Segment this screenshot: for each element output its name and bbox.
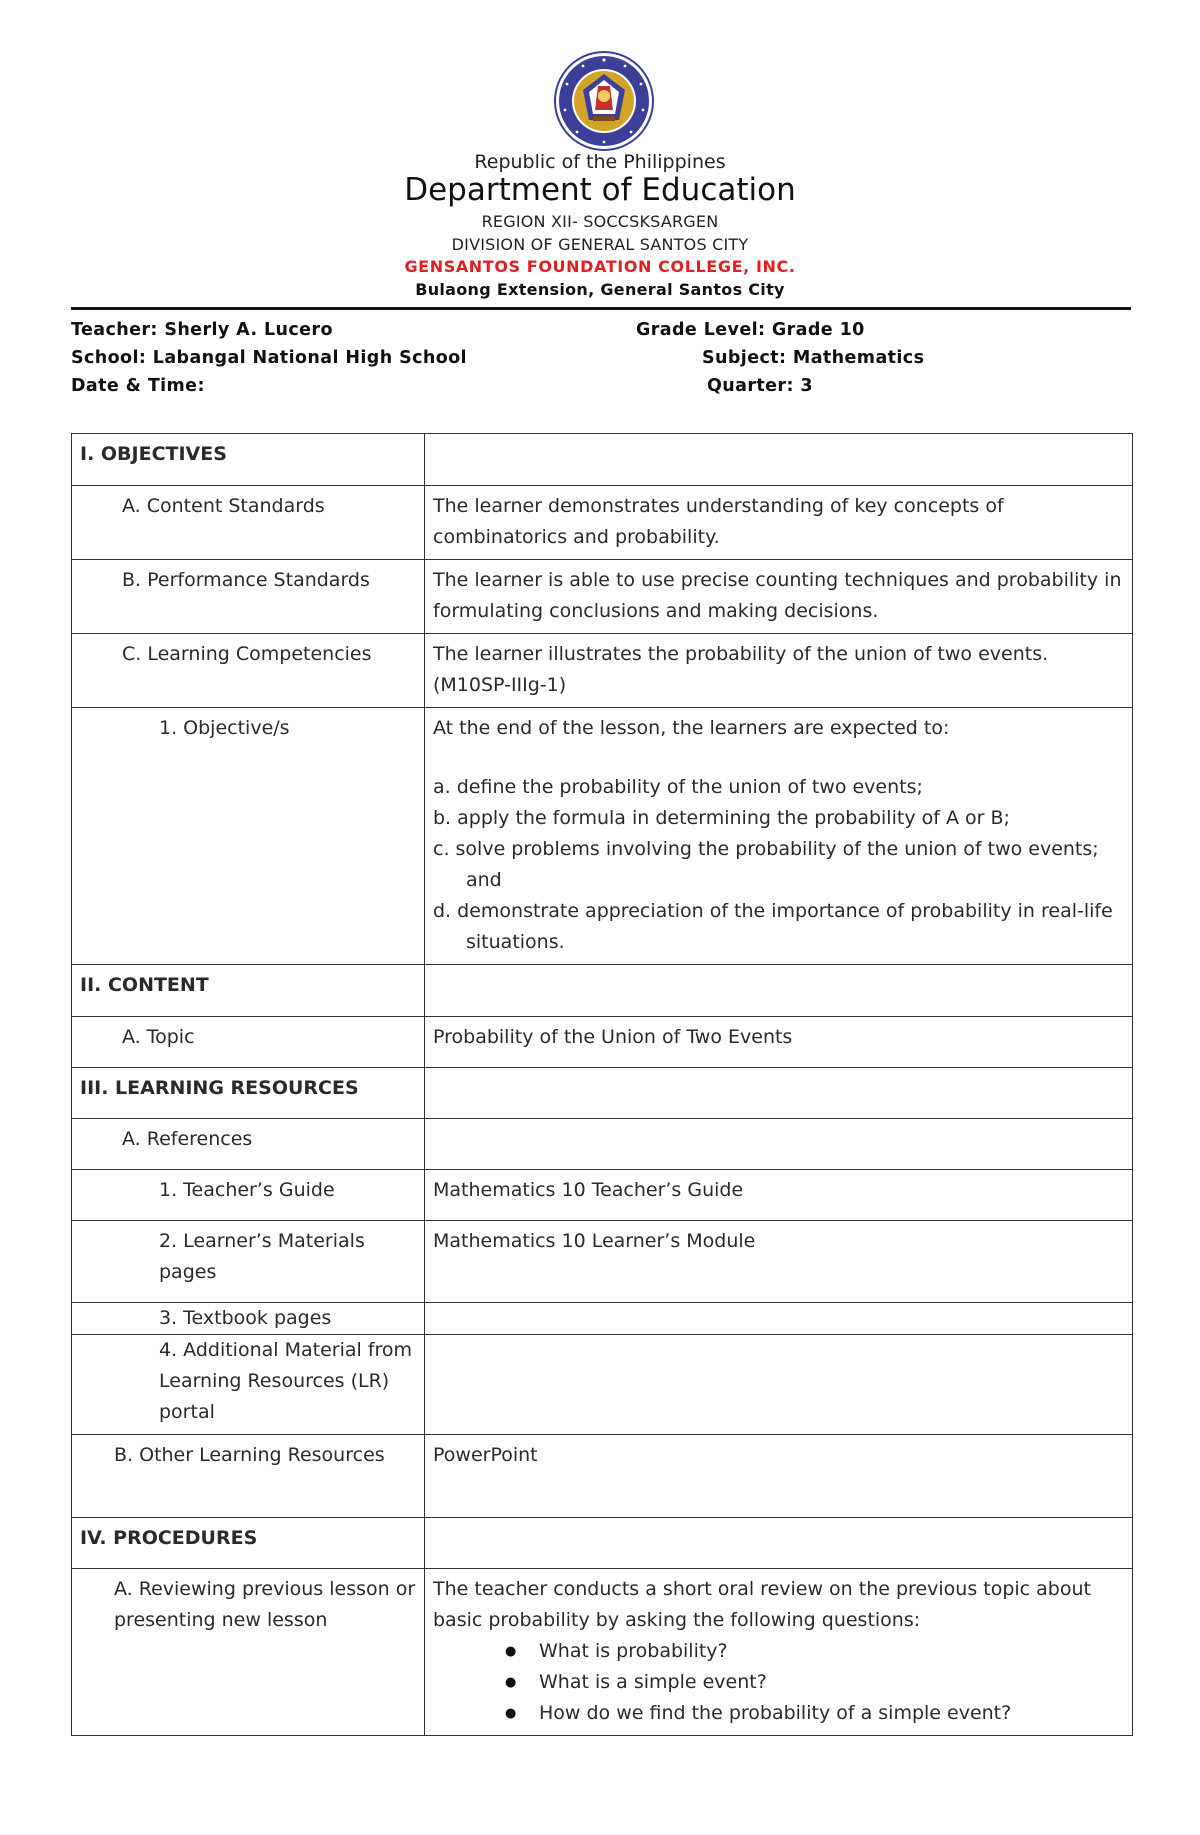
list-item: ● What is probability? xyxy=(539,1636,1124,1667)
table-row xyxy=(72,1221,1133,1303)
teacher-info: Teacher: Sherly A. Lucero xyxy=(71,320,333,340)
content-section-heading: II. CONTENT xyxy=(72,965,425,1017)
header-divider xyxy=(71,307,1131,310)
objectives-intro: At the end of the lesson, the learners are expected to: xyxy=(433,717,950,739)
table-row xyxy=(72,708,1133,965)
topic-label: A. Topic xyxy=(72,1017,425,1068)
reviewing-intro: The teacher conducts a short oral review on the previous topic about basic probability by asking the following questions: xyxy=(433,1578,1091,1631)
content-standards-label: A. Content Standards xyxy=(72,486,425,560)
table-row xyxy=(72,1569,1133,1736)
learners-materials-label: 2. Learner’s Materials pages xyxy=(72,1221,425,1303)
empty-cell xyxy=(425,1119,1133,1170)
table-row xyxy=(72,1017,1133,1068)
objective-item: b. apply the formula in determining the probability of A or B; xyxy=(433,807,1010,829)
deped-seal-logo xyxy=(553,50,655,152)
objective-item: d. demonstrate appreciation of the importance of probability in real-life situations. xyxy=(433,900,1113,953)
teachers-guide-label: 1. Teacher’s Guide xyxy=(72,1170,425,1221)
references-label: A. References xyxy=(72,1119,425,1170)
learning-competencies-value: The learner illustrates the probability of the union of two events. (M10SP-IIIg-1) xyxy=(425,634,1133,708)
other-resources-value: PowerPoint xyxy=(425,1435,1133,1518)
procedures-section-heading: IV. PROCEDURES xyxy=(72,1518,425,1569)
subject-info: Subject: Mathematics xyxy=(702,348,925,368)
school-info: School: Labangal National High School xyxy=(71,348,467,368)
division-heading: DIVISION OF GENERAL SANTOS CITY xyxy=(451,235,749,254)
textbook-pages-label: 3. Textbook pages xyxy=(72,1303,425,1335)
review-question-list xyxy=(433,1636,1124,1729)
table-row xyxy=(72,1119,1133,1170)
performance-standards-label: B. Performance Standards xyxy=(72,560,425,634)
region-heading: REGION XII- SOCCSKSARGEN xyxy=(481,212,719,231)
table-row xyxy=(72,1435,1133,1518)
other-resources-label: B. Other Learning Resources xyxy=(72,1435,425,1518)
objective-item: c. solve problems involving the probability of the union of two events; and xyxy=(433,838,1099,891)
table-row xyxy=(72,965,1133,1017)
republic-heading: Republic of the Philippines xyxy=(474,151,726,173)
additional-material-label: 4. Additional Material from Learning Resources (LR) portal xyxy=(72,1335,425,1435)
table-row xyxy=(72,1170,1133,1221)
empty-cell xyxy=(425,1335,1133,1435)
empty-cell xyxy=(425,1303,1133,1335)
table-row xyxy=(72,1303,1133,1335)
list-item: ● How do we find the probability of a simple event? xyxy=(539,1698,1124,1729)
table-row xyxy=(72,560,1133,634)
topic-value: Probability of the Union of Two Events xyxy=(425,1017,1133,1068)
grade-level-info: Grade Level: Grade 10 xyxy=(636,320,865,340)
empty-cell xyxy=(425,434,1133,486)
learning-resources-section-heading: III. LEARNING RESOURCES xyxy=(72,1068,425,1119)
table-row xyxy=(72,434,1133,486)
table-row xyxy=(72,1518,1133,1569)
table-row xyxy=(72,486,1133,560)
department-heading: Department of Education xyxy=(404,172,796,208)
address-heading: Bulaong Extension, General Santos City xyxy=(415,280,785,299)
empty-cell xyxy=(425,1068,1133,1119)
teachers-guide-value: Mathematics 10 Teacher’s Guide xyxy=(425,1170,1133,1221)
objectives-label: 1. Objective/s xyxy=(72,708,425,965)
learners-materials-value: Mathematics 10 Learner’s Module xyxy=(425,1221,1133,1303)
lesson-plan-table xyxy=(71,433,1133,1736)
empty-cell xyxy=(425,965,1133,1017)
objective-item: a. define the probability of the union of two events; xyxy=(433,776,923,798)
learning-competencies-label: C. Learning Competencies xyxy=(72,634,425,708)
college-heading: GENSANTOS FOUNDATION COLLEGE, INC. xyxy=(404,257,796,276)
objectives-value xyxy=(425,708,1133,965)
list-item: ● What is a simple event? xyxy=(539,1667,1124,1698)
objectives-section-heading: I. OBJECTIVES xyxy=(72,434,425,486)
table-row xyxy=(72,1335,1133,1435)
date-time-info: Date & Time: xyxy=(71,376,205,396)
reviewing-label: A. Reviewing previous lesson or presenting new lesson xyxy=(72,1569,425,1736)
quarter-info: Quarter: 3 xyxy=(707,376,813,396)
content-standards-value: The learner demonstrates understanding of key concepts of combinatorics and probability. xyxy=(425,486,1133,560)
empty-cell xyxy=(425,1518,1133,1569)
reviewing-value xyxy=(425,1569,1133,1736)
performance-standards-value: The learner is able to use precise counting techniques and probability in formulating conclusions and making decisions. xyxy=(425,560,1133,634)
table-row xyxy=(72,634,1133,708)
table-row xyxy=(72,1068,1133,1119)
